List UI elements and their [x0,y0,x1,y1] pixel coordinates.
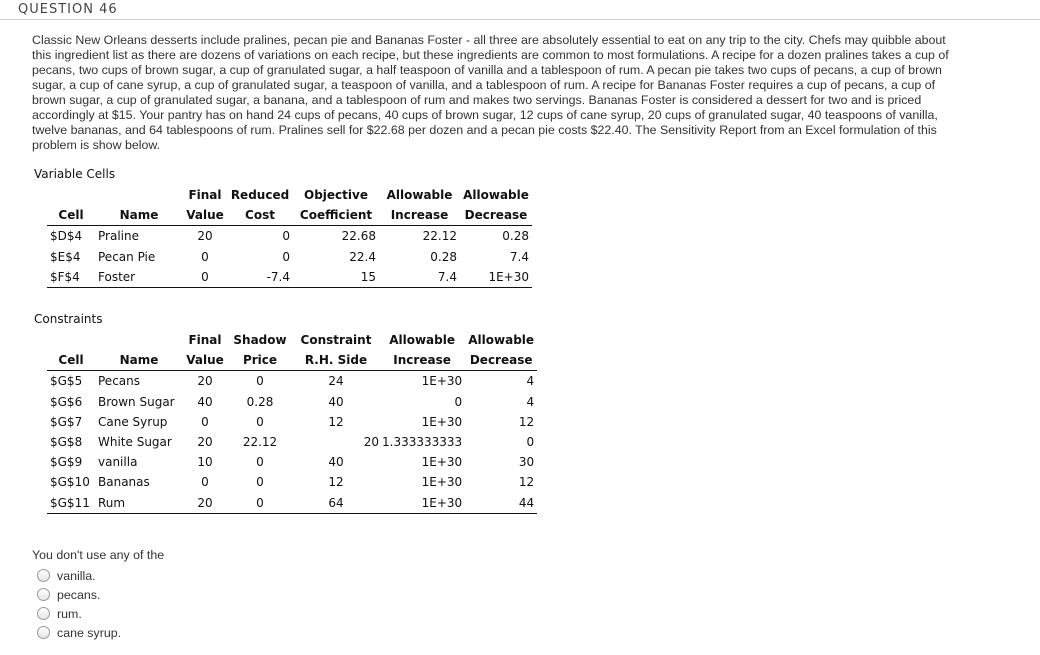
cell-value: 12 [328,475,344,490]
header-cell [47,185,95,205]
cell-name: Pecan Pie [98,249,156,264]
table-row [47,452,537,472]
question-line: problem is show below. [32,138,161,152]
question-line: pecans, two cups of brown sugar, a cup of granulated sugar, a half teaspoon of vanilla and a tablespoon of rum. A pecan pie takes two cups of pecans, a cup of brown [32,63,942,77]
cell-value: 0 [282,249,290,264]
answer-prompt: You don't use any of the [32,548,165,562]
choice-pecans[interactable] [37,585,121,604]
choice-label: cane syrup. [57,625,122,640]
header-cell: Price [227,350,293,371]
table-row [47,392,537,412]
cell-name: Brown Sugar [98,394,175,409]
cell-value: 1E+30 [421,374,463,389]
header-cell: Allowable [468,333,535,348]
header-cell: Decrease [465,350,537,371]
cell-ref: $E$4 [50,249,81,264]
header-cell: Cost [227,205,293,226]
table-row [47,412,537,432]
cell-value: 12 [518,475,535,490]
cell-value: 7.4 [509,249,529,264]
question-line: this ingredient list as there are dozens of variations on each recipe, but these ingredients are common to most formulations. A recipe for a dozen pralines takes a cup of [32,48,949,62]
header-cell [47,330,95,350]
cell-value: 7.4 [379,267,460,288]
cell-value: 0.28 [430,249,457,264]
cell-value: 0 [201,475,209,490]
cell-value: 20 [197,435,213,450]
cell-value: 4 [526,374,535,389]
cell-value: 44 [465,493,537,514]
cell-value: 40 [328,455,344,470]
choice-label: vanilla. [57,568,96,583]
question-text [32,33,998,153]
cell-name: White Sugar [98,435,172,450]
choice-vanilla[interactable] [37,566,121,585]
header-cell: Increase [379,205,460,226]
cell-value: 0 [526,435,535,450]
header-cell: Decrease [460,205,532,226]
cell-value: -7.4 [227,267,293,288]
cell-value: 20 [197,229,213,244]
cell-value: 30 [518,455,535,470]
table-row [47,371,537,392]
question-header [0,0,1040,20]
choice-rum[interactable] [37,604,121,623]
cell-name: Cane Syrup [98,414,168,429]
cell-ref: $D$4 [50,229,83,244]
cell-value: 22.12 [242,435,278,450]
cell-ref: $G$8 [50,435,83,450]
header-cell: Coefficient [293,205,379,226]
table-header-row [47,330,537,350]
cell-value: 0 [256,374,264,389]
table-row [47,226,532,247]
header-cell: Name [95,350,183,371]
table-header-row [47,205,532,226]
header-cell: Final [188,188,222,203]
variable-cells-table [47,185,532,288]
cell-value: 1E+30 [421,475,463,490]
cell-value: 22.12 [422,229,457,244]
choice-label: pecans. [57,587,101,602]
header-cell: Increase [379,350,465,371]
header-cell: Shadow [233,333,287,348]
cell-ref: $G$10 [50,475,90,490]
header-cell: Objective [304,188,368,203]
constraints-table [47,330,537,514]
cell-value: 0 [256,475,264,490]
radio-button[interactable] [37,607,50,620]
cell-ref: $G$9 [50,455,83,470]
radio-button[interactable] [37,588,50,601]
question-line: twelve bananas, and 64 tablespoons of rum. Pralines sell for $22.68 per dozen and a pecan pie costs $22.40. The Sensitivity Report from an Excel formulation of this [32,123,937,137]
cell-value: 12 [328,414,344,429]
table-row [47,247,532,267]
header-cell: R.H. Side [293,350,379,371]
cell-value: 0 [256,414,264,429]
cell-value: 15 [293,267,379,288]
radio-button[interactable] [37,569,50,582]
radio-button[interactable] [37,626,50,639]
cell-value: 40 [328,394,344,409]
cell-value: 0.28 [246,394,274,409]
question-line: accordingly at $15. Your pantry has on hand 24 cups of pecans, 40 cups of brown sugar, 12 cups of cane syrup, 20 cups of granulated sugar, 40 teaspoons of vanilla, [32,108,938,122]
header-cell: Value [183,205,227,226]
header-cell: Constraint [300,333,372,348]
header-cell: Value [183,350,227,371]
choice-cane-syrup[interactable] [37,623,121,642]
cell-value: 24 [328,374,344,389]
cell-value: 20 [197,374,213,389]
cell-value: 1E+30 [460,267,532,288]
cell-ref: $G$5 [50,374,83,389]
cell-name: Rum [95,493,183,514]
table-row [47,432,537,452]
cell-value: 1E+30 [379,493,465,514]
cell-value: 22.68 [341,229,376,244]
cell-name: Foster [95,267,183,288]
cell-value: 22.4 [349,249,376,264]
header-cell: Reduced [230,188,290,203]
header-cell [95,330,183,350]
question-title: QUESTION 46 [18,2,118,17]
cell-name: Praline [98,229,139,244]
cell-value: 0 [227,493,293,514]
cell-ref: $F$4 [47,267,95,288]
cell-value: 0 [201,414,209,429]
cell-ref: $G$6 [50,394,83,409]
cell-value: 0 [282,229,290,244]
header-cell: Cell [47,205,95,226]
header-cell: Name [95,205,183,226]
cell-value: 40 [197,394,213,409]
table-row [47,493,537,514]
variable-cells-label: Variable Cells [34,167,116,181]
question-line: sugar, a cup of cane syrup, a cup of granulated sugar, a teaspoon of vanilla, and a tablespoon of rum. A recipe for Bananas Foster requires a cup of pecans, a cup of [32,78,936,92]
constraints-label: Constraints [34,312,103,326]
cell-value: 0 [454,394,463,409]
cell-value: 20 [183,493,227,514]
question-line: Classic New Orleans desserts include pralines, pecan pie and Bananas Foster - all three are absolutely essential to eat on any trip to the city. Chefs may quibble about [32,33,946,47]
header-cell: Allowable [463,188,529,203]
table-header-row [47,350,537,371]
answer-choices [37,566,121,642]
question-line: brown sugar, a cup of granulated sugar, a banana, and a tablespoon of rum and makes two servings. Bananas Foster is considered a dessert for two and is priced [32,93,922,107]
cell-name: Bananas [98,475,150,490]
header-cell: Cell [47,350,95,371]
cell-value: 1E+30 [421,414,463,429]
cell-value: 0 [183,267,227,288]
header-cell: Allowable [386,188,453,203]
table-row [47,472,537,492]
cell-ref: $G$11 [47,493,95,514]
cell-name: Pecans [98,374,140,389]
cell-value: 0 [201,249,209,264]
cell-value: 10 [197,455,213,470]
choice-label: rum. [57,606,82,621]
cell-value: 12 [518,414,535,429]
cell-value: 0 [256,455,264,470]
cell-value: 1E+30 [421,455,463,470]
table-row [47,267,532,288]
cell-ref: $G$7 [50,414,83,429]
header-cell [95,185,183,205]
table-header-row [47,185,532,205]
cell-value: 0.28 [502,229,529,244]
cell-name: vanilla [98,455,138,470]
cell-value: 1.333333333 [382,435,463,450]
cell-value: 20 [363,435,379,450]
header-cell: Allowable [389,333,455,348]
cell-value: 64 [293,493,379,514]
cell-value: 4 [526,394,535,409]
header-cell: Final [188,333,222,348]
